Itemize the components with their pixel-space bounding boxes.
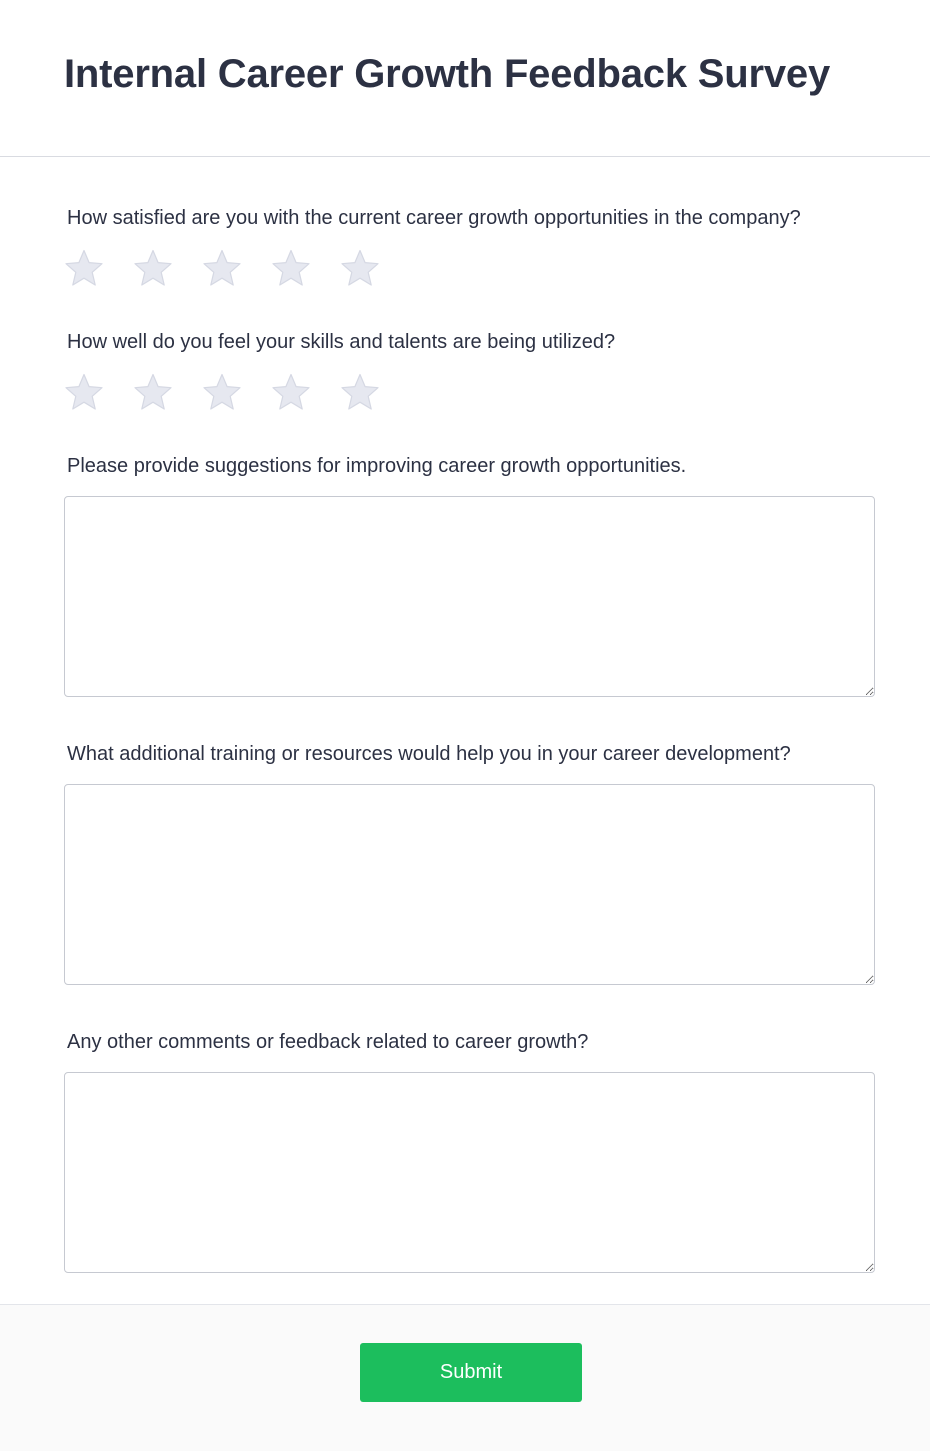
submit-button[interactable]: Submit xyxy=(360,1343,582,1402)
star-icon[interactable] xyxy=(271,248,311,288)
survey-footer xyxy=(0,1304,930,1451)
other-comments-textarea[interactable] xyxy=(64,1072,875,1273)
star-icon[interactable] xyxy=(133,248,173,288)
question-5-label: Any other comments or feedback related to career growth? xyxy=(67,1031,589,1053)
star-icon[interactable] xyxy=(340,372,380,412)
star-icon[interactable] xyxy=(64,372,104,412)
survey-header xyxy=(0,0,930,157)
question-1-star-rating xyxy=(64,248,409,288)
star-icon[interactable] xyxy=(133,372,173,412)
question-3-label: Please provide suggestions for improving career growth opportunities. xyxy=(67,455,687,477)
star-icon[interactable] xyxy=(202,248,242,288)
star-icon[interactable] xyxy=(271,372,311,412)
training-resources-textarea[interactable] xyxy=(64,784,875,985)
question-1-label: How satisfied are you with the current career growth opportunities in the company? xyxy=(67,207,801,229)
page-title: Internal Career Growth Feedback Survey xyxy=(64,52,831,96)
star-icon[interactable] xyxy=(64,248,104,288)
question-2-label: How well do you feel your skills and talents are being utilized? xyxy=(67,331,616,353)
suggestions-textarea[interactable] xyxy=(64,496,875,697)
question-4-label: What additional training or resources would help you in your career development? xyxy=(67,743,791,765)
star-icon[interactable] xyxy=(340,248,380,288)
star-icon[interactable] xyxy=(202,372,242,412)
question-2-star-rating xyxy=(64,372,409,412)
